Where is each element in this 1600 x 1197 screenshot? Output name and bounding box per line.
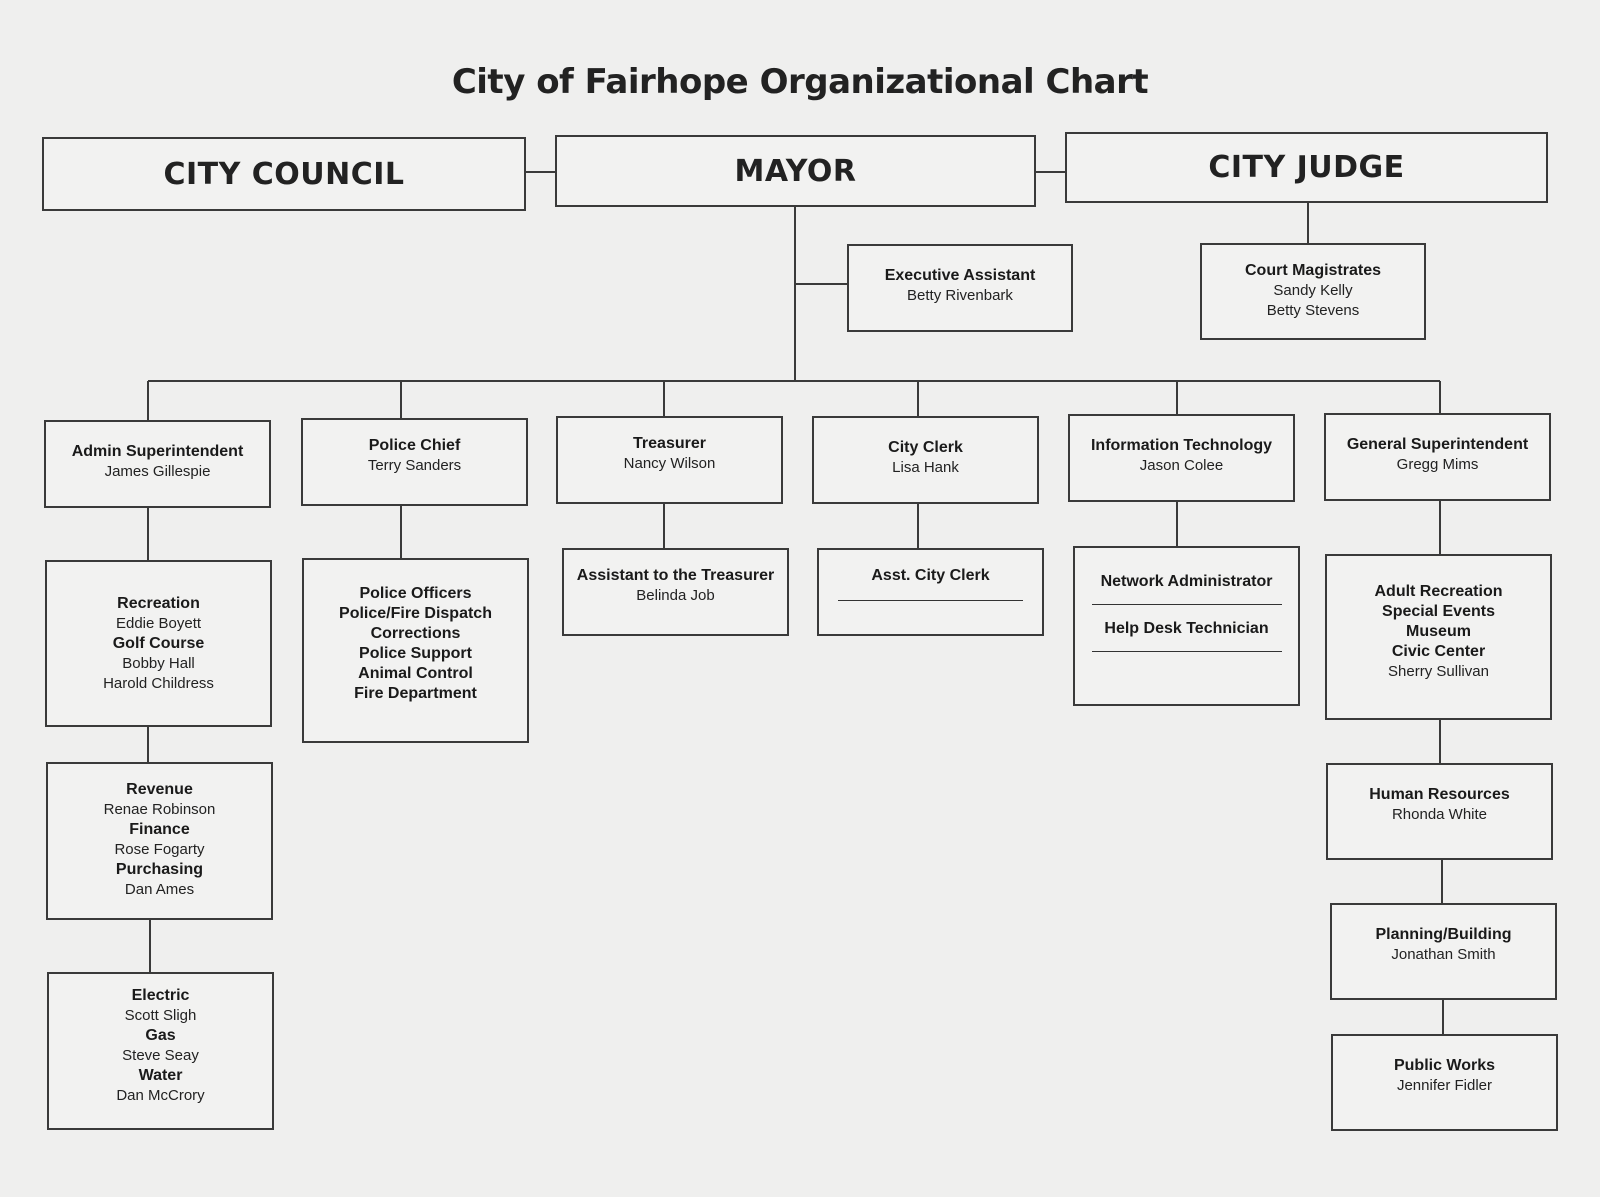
court-magistrates-box: [1200, 243, 1426, 340]
police-chief-box: [301, 418, 528, 506]
city-council-box: [42, 137, 526, 211]
gen-rec-role-1: Adult Recreation: [1374, 583, 1503, 600]
works-name: Jennifer Fidler: [1396, 1077, 1493, 1094]
revenue-name-3: Dan Ames: [124, 881, 195, 898]
it-unit-role-2: Help Desk Technician: [1104, 620, 1269, 637]
public-works-box: [1331, 1034, 1558, 1131]
exec-role: Executive Assistant: [884, 267, 1036, 284]
police-unit-1: Police Officers: [359, 585, 472, 602]
clerk-asst-role: Asst. City Clerk: [871, 567, 990, 584]
planning-name: Jonathan Smith: [1391, 946, 1496, 963]
police-role: Police Chief: [368, 437, 461, 454]
general-role: General Superintendent: [1346, 436, 1529, 453]
general-name: Gregg Mims: [1396, 456, 1479, 473]
exec-name: Betty Rivenbark: [907, 287, 1013, 304]
utilities-role-1: Electric: [131, 987, 190, 1004]
utilities-box: [47, 972, 274, 1130]
city-clerk-box: [812, 416, 1039, 504]
city-council-label: CITY COUNCIL: [163, 156, 405, 192]
clerk-name: Lisa Hank: [892, 459, 959, 476]
court-name-2: Betty Stevens: [1266, 302, 1360, 319]
chart-title: City of Fairhope Organizational Chart: [451, 62, 1149, 102]
it-unit-vacant-line-2: [1092, 641, 1282, 652]
it-role: Information Technology: [1090, 437, 1273, 454]
revenue-role-1: Revenue: [126, 781, 193, 798]
it-unit-role-1: Network Administrator: [1100, 573, 1273, 590]
police-unit-5: Animal Control: [358, 665, 473, 682]
information-technology-box: [1068, 414, 1295, 502]
admin-rec-role-2: Golf Course: [112, 635, 205, 652]
asst-city-clerk-box: [817, 548, 1044, 636]
revenue-role-3: Purchasing: [115, 861, 204, 878]
mayor-box: [555, 135, 1036, 207]
planning-building-box: [1330, 903, 1557, 1000]
treasurer-name: Nancy Wilson: [623, 455, 716, 472]
treasurer-role: Treasurer: [633, 435, 706, 452]
treasurer-asst-name: Belinda Job: [636, 587, 715, 604]
revenue-finance-box: [46, 762, 273, 920]
it-unit-vacant-line-1: [1092, 594, 1282, 605]
clerk-asst-vacant-line: [838, 590, 1023, 601]
admin-rec-name-1: Eddie Boyett: [115, 615, 202, 632]
it-name: Jason Colee: [1139, 457, 1224, 474]
utilities-role-2: Gas: [145, 1027, 176, 1044]
treasurer-box: [556, 416, 783, 504]
city-judge-label: CITY JUDGE: [1208, 150, 1405, 185]
city-judge-box: [1065, 132, 1548, 203]
hr-name: Rhonda White: [1391, 806, 1488, 823]
police-unit-4: Police Support: [359, 645, 472, 662]
gen-rec-role-4: Civic Center: [1391, 643, 1486, 660]
utilities-role-3: Water: [138, 1067, 183, 1084]
admin-role: Admin Superintendent: [71, 443, 244, 460]
gen-rec-role-3: Museum: [1406, 623, 1471, 640]
adult-recreation-box: [1325, 554, 1552, 720]
police-units-box: [302, 558, 529, 743]
admin-superintendent-box: [44, 420, 271, 508]
admin-rec-name-3: Harold Childress: [103, 675, 214, 692]
revenue-name-2: Rose Fogarty: [114, 841, 205, 858]
court-name-1: Sandy Kelly: [1273, 282, 1353, 299]
general-superintendent-box: [1324, 413, 1551, 501]
gen-rec-name: Sherry Sullivan: [1388, 663, 1489, 680]
revenue-role-2: Finance: [129, 821, 190, 838]
hr-role: Human Resources: [1369, 786, 1510, 803]
police-unit-6: Fire Department: [354, 685, 477, 702]
police-unit-3: Corrections: [370, 625, 461, 642]
treasurer-asst-role: Assistant to the Treasurer: [576, 567, 775, 584]
admin-rec-role-1: Recreation: [117, 595, 200, 612]
police-unit-2: Police/Fire Dispatch: [339, 605, 492, 622]
utilities-name-3: Dan McCrory: [116, 1087, 205, 1104]
planning-role: Planning/Building: [1375, 926, 1512, 943]
it-units-box: [1073, 546, 1300, 706]
mayor-label: MAYOR: [734, 153, 857, 189]
revenue-name-1: Renae Robinson: [103, 801, 216, 818]
admin-rec-name-2: Bobby Hall: [122, 655, 195, 672]
police-name: Terry Sanders: [367, 457, 462, 474]
assistant-treasurer-box: [562, 548, 789, 636]
admin-name: James Gillespie: [104, 463, 211, 480]
works-role: Public Works: [1393, 1057, 1496, 1074]
executive-assistant-box: [847, 244, 1073, 332]
human-resources-box: [1326, 763, 1553, 860]
gen-rec-role-2: Special Events: [1382, 603, 1495, 620]
utilities-name-1: Scott Sligh: [124, 1007, 197, 1024]
court-role: Court Magistrates: [1244, 262, 1382, 279]
recreation-golf-box: [45, 560, 272, 727]
utilities-name-2: Steve Seay: [122, 1047, 199, 1064]
clerk-role: City Clerk: [888, 439, 963, 456]
